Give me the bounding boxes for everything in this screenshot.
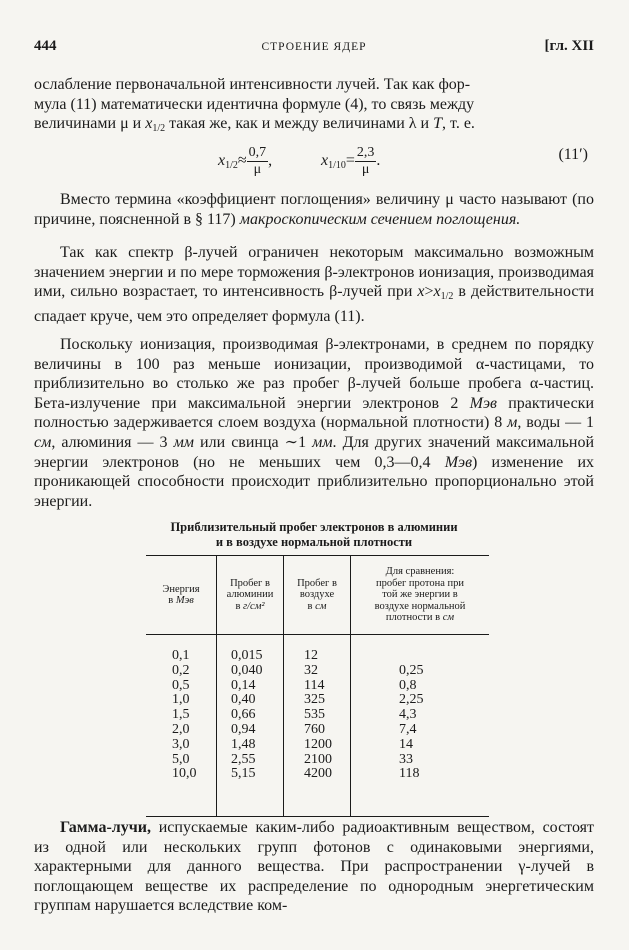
header-unit: см: [315, 600, 327, 612]
header-text: Энергия: [162, 583, 200, 595]
table-cell: 0,40: [231, 692, 256, 708]
paragraph-ionization: [34, 335, 594, 511]
header-unit: г/см²: [243, 600, 265, 612]
table-cell: 760: [304, 721, 325, 737]
header-text: в: [307, 600, 316, 612]
table-cell: 14: [399, 736, 413, 752]
fraction-denominator: μ: [361, 162, 370, 177]
unit-cm: см: [34, 433, 52, 451]
x-variable: x: [433, 283, 441, 301]
caption-line1: Приблизительный пробег электронов в алюминии: [170, 520, 458, 534]
para1-line3b: такая же, как и между величинами λ и: [165, 115, 434, 133]
energy-column: [146, 635, 217, 817]
table-cell: 0,1: [172, 648, 190, 663]
half-subscript: 1/2: [152, 123, 166, 135]
fraction-numerator: 2,3: [356, 145, 375, 160]
header-text: в: [168, 595, 176, 606]
para1-line3a: величинами μ и: [34, 115, 146, 133]
formula-tenth-thickness: [321, 145, 380, 178]
para4-text: или свинца ∼1: [194, 433, 313, 451]
formula-sub-tenth: 1/10: [328, 160, 346, 172]
para2-italic-term: макроскопическим сечением поглощения.: [239, 210, 521, 228]
para1-line1: ослабление первоначальной интенсивности лучей. Так как фор-: [34, 76, 471, 93]
fraction-0-7: [247, 145, 269, 178]
table-cell: 4200: [304, 766, 332, 782]
table-cell: 4,3: [399, 707, 417, 723]
header-unit: Мэв: [175, 595, 194, 606]
table-body-row: [146, 635, 489, 817]
caption-line2: и в воздухе нормальной плотности: [215, 535, 413, 549]
table-cell: 1,48: [231, 736, 256, 752]
table-cell: 1200: [304, 736, 332, 752]
formula-approx-sign: ≈: [237, 152, 247, 170]
table-cell: 1,5: [172, 707, 190, 723]
header-text: воздухе: [299, 589, 335, 601]
header-aluminium-range: [217, 556, 284, 635]
table-cell: 0,8: [399, 677, 417, 693]
table-cell: 0,14: [231, 677, 256, 693]
unit-mev: Мэв: [444, 453, 473, 471]
para1-line2: мула (11) математически идентична формуле (4), то связь между: [34, 95, 475, 113]
chapter-reference: [гл. XII: [544, 38, 594, 54]
table-cell: 0,040: [231, 662, 263, 678]
para3-text: Так как спектр β-лучей ограничен некоторым максимально возможным значением энергии и по мере торможения β-электронов ионизация, производимая ими, сильно возрастает, то интенсивность β-лучей при: [34, 244, 594, 301]
x-variable: x: [417, 283, 425, 301]
table-cell: 10,0: [172, 766, 197, 782]
header-text: алюминии: [226, 589, 274, 601]
paragraph-macroscopic: [34, 190, 594, 229]
para4-text: , алюминия — 3: [51, 433, 174, 451]
table-cell: 0,66: [231, 707, 256, 723]
header-text: Пробег в: [297, 577, 337, 589]
para4-text: . Для других значений максимальной энергии электронов (но не меньших чем 0,3—0,4: [34, 433, 594, 471]
para4-text-end: ) изменение их проникающей способности происходит приблизительно пропорционально этой энергии.: [34, 453, 595, 510]
table-cell: 2,25: [399, 692, 424, 708]
table-cell: 2100: [304, 751, 332, 767]
para5-text: испускаемые каким-либо радиоактивным веществом, состоят из одной или нескольких групп фотонов с одинаковыми энергиями, характерными для данного вещества. При распространении γ-лучей в поглощающем веществе их распределение по однородным энергетическим группам нарушается вследствие ком-: [34, 819, 594, 915]
header-energy: [146, 556, 217, 635]
table-cell: 1,0: [172, 692, 190, 708]
formula-x: x: [321, 152, 329, 170]
table-cell: 3,0: [172, 736, 190, 752]
fraction-2-3: [355, 145, 377, 178]
paragraph-intro: [34, 75, 594, 139]
table-cell: 32: [304, 662, 318, 678]
header-text: в: [235, 600, 244, 612]
table-cell: 12: [304, 648, 318, 663]
fraction-numerator: 0,7: [248, 145, 267, 160]
table-cell: 535: [304, 707, 325, 723]
table-header-row: [146, 556, 489, 635]
header-proton-range: [351, 556, 490, 635]
header-text: воздухе нормальной: [374, 600, 466, 612]
table-cell: 325: [304, 692, 325, 708]
formula-half-thickness: [218, 145, 272, 178]
aluminium-column: [217, 635, 284, 817]
table-caption: [34, 520, 594, 550]
formula-11-prime: [34, 140, 594, 184]
table-cell: [357, 649, 485, 664]
unit-mev: Мэв: [469, 394, 497, 412]
proton-column: [351, 635, 490, 817]
half-subscript: 1/2: [440, 291, 454, 303]
formula-sub-half: 1/2: [225, 160, 238, 172]
header-text: пробег протона при: [376, 577, 464, 589]
table-cell: 0,5: [172, 677, 190, 693]
table-cell: 5,0: [172, 751, 190, 767]
para2-text: Вместо термина «коэффициент поглощения» величину μ часто называют (по причине, поясненной в § 117): [34, 191, 594, 228]
table-cell: 0,25: [399, 662, 424, 678]
greater-sign: >: [424, 283, 434, 301]
table-cell: 114: [304, 677, 325, 693]
table-cell: 7,4: [399, 721, 417, 737]
running-title: СТРОЕНИЕ ЯДЕР: [261, 41, 367, 53]
para4-text: практически полностью задерживается слоем воздуха (нормальной плотности) 8: [34, 394, 595, 432]
gamma-rays-term: Гамма-лучи,: [60, 819, 152, 836]
table-cell: 33: [399, 751, 413, 767]
equation-number: (11′): [558, 146, 588, 163]
unit-mm: мм: [173, 433, 195, 451]
unit-m: м: [507, 414, 518, 432]
paragraph-beta-spectrum: [34, 243, 594, 326]
fraction-denominator: μ: [253, 162, 262, 177]
header-text: Для сравнения:: [385, 566, 455, 578]
header-air-range: [284, 556, 351, 635]
table-cell: 0,015: [231, 648, 263, 663]
header-unit: см: [442, 612, 455, 624]
t-variable: T: [433, 115, 443, 133]
electron-range-table: [146, 555, 489, 817]
table-cell: 5,15: [231, 766, 256, 782]
table-cell: 0,94: [231, 721, 256, 737]
para4-text: , воды — 1: [517, 414, 595, 432]
table-cell: 118: [399, 766, 420, 782]
table-cell: 2,0: [172, 721, 190, 737]
para1-line3c: , т. е.: [442, 115, 475, 133]
unit-mm: мм: [312, 433, 333, 451]
formula-comma: ,: [268, 152, 273, 170]
paragraph-gamma-rays: [34, 818, 594, 916]
table-cell: 0,2: [172, 662, 190, 678]
page-header: [34, 38, 594, 58]
x-variable: x: [145, 115, 153, 133]
para3-text-end: в действительности спадает круче, чем это определяет формула (11).: [34, 283, 595, 325]
page-number: 444: [34, 38, 57, 54]
header-text: той же энергии в: [382, 589, 458, 601]
formula-equal-sign: =: [345, 152, 355, 170]
formula-period: .: [376, 152, 381, 170]
air-column: [284, 635, 351, 817]
header-text: плотности в: [385, 612, 443, 624]
para4-text: Поскольку ионизация, производимая β-электронами, в среднем по порядку величины в 100 раз меньше ионизации, производимой α-частицами, то приблизительно во столько же раз пробег β-лучей больше пробега α-частиц. Бета-излучение при максимальной энергии электронов 2: [34, 336, 594, 412]
formula-x: x: [218, 152, 226, 170]
table-cell: 2,55: [231, 751, 256, 767]
header-text: Пробег в: [230, 577, 270, 589]
